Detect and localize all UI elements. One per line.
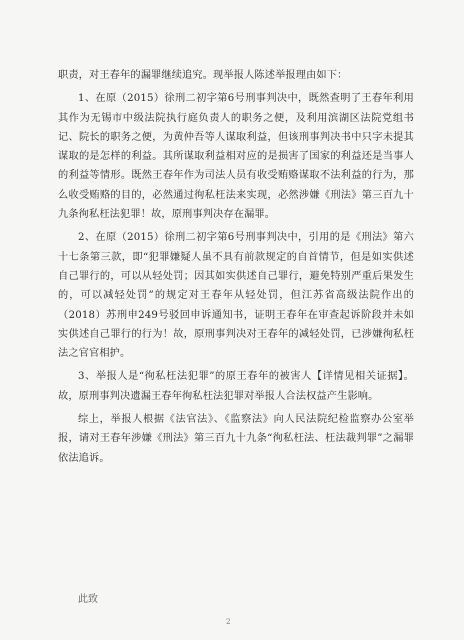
document-body bbox=[58, 66, 414, 468]
paragraph-reason-2: 2、在原（2015）徐刑二初字第6号刑事判决中，引用的是《刑法》第六十七条第三款，即“犯罪嫌疑人虽不具有前款规定的自首情节，但是如实供述自己罪行的，可以从轻处罚；因其如实供述自己罪行，避免特别严重后果发生的，可以减轻处罚”的规定对王春年从轻处罚，但江苏省高级法院作出的（2018）苏刑申249号驳回申诉通知书，证明王春年在审查起诉阶段并未如实供述自己罪行的行为！故，原刑事判决对王春年的减轻处罚，已涉嫌徇私枉法之官官相护。 bbox=[58, 232, 414, 360]
paragraph-reason-1: 1、在原（2015）徐刑二初字第6号刑事判决中，既然查明了王春年利用其作为无锡市中级法院执行庭负责人的职务之便，及利用滨湖区法院党组书记、院长的职务之便，为黄仲吾等人谋取利益，但该刑事判决书中只字未提其谋取的是怎样的利益。其所谋取利益相对应的是损害了国家的利益还是当事人的利益等情形。既然王春年作为司法人员有收受贿赂谋取不法利益的行为，那么收受贿赂的目的，必然通过徇私枉法来实现，必然涉嫌《刑法》第三百九十九条徇私枉法犯罪！故，原刑事判决存在漏罪。 bbox=[58, 93, 414, 221]
closing-salutation: 此致 bbox=[78, 594, 98, 605]
page-number: 2 bbox=[226, 618, 231, 626]
paragraph-conclusion: 综上，举报人根据《法官法》、《监察法》向人民法院纪检监察办公室举报，请对王春年涉嫌《刑法》第三百九十九条“徇私枉法、枉法裁判罪”之漏罪依法追诉。 bbox=[58, 414, 414, 464]
paragraph-reason-3: 3、举报人是“徇私枉法犯罪”的原王春年的被害人【详情见相关证据】。故，原刑事判决遗漏王春年徇私枉法犯罪对举报人合法权益产生影响。 bbox=[58, 371, 414, 402]
paragraph-intro: 职责，对王春年的漏罪继续追究。现举报人陈述举报理由如下： bbox=[58, 70, 348, 81]
